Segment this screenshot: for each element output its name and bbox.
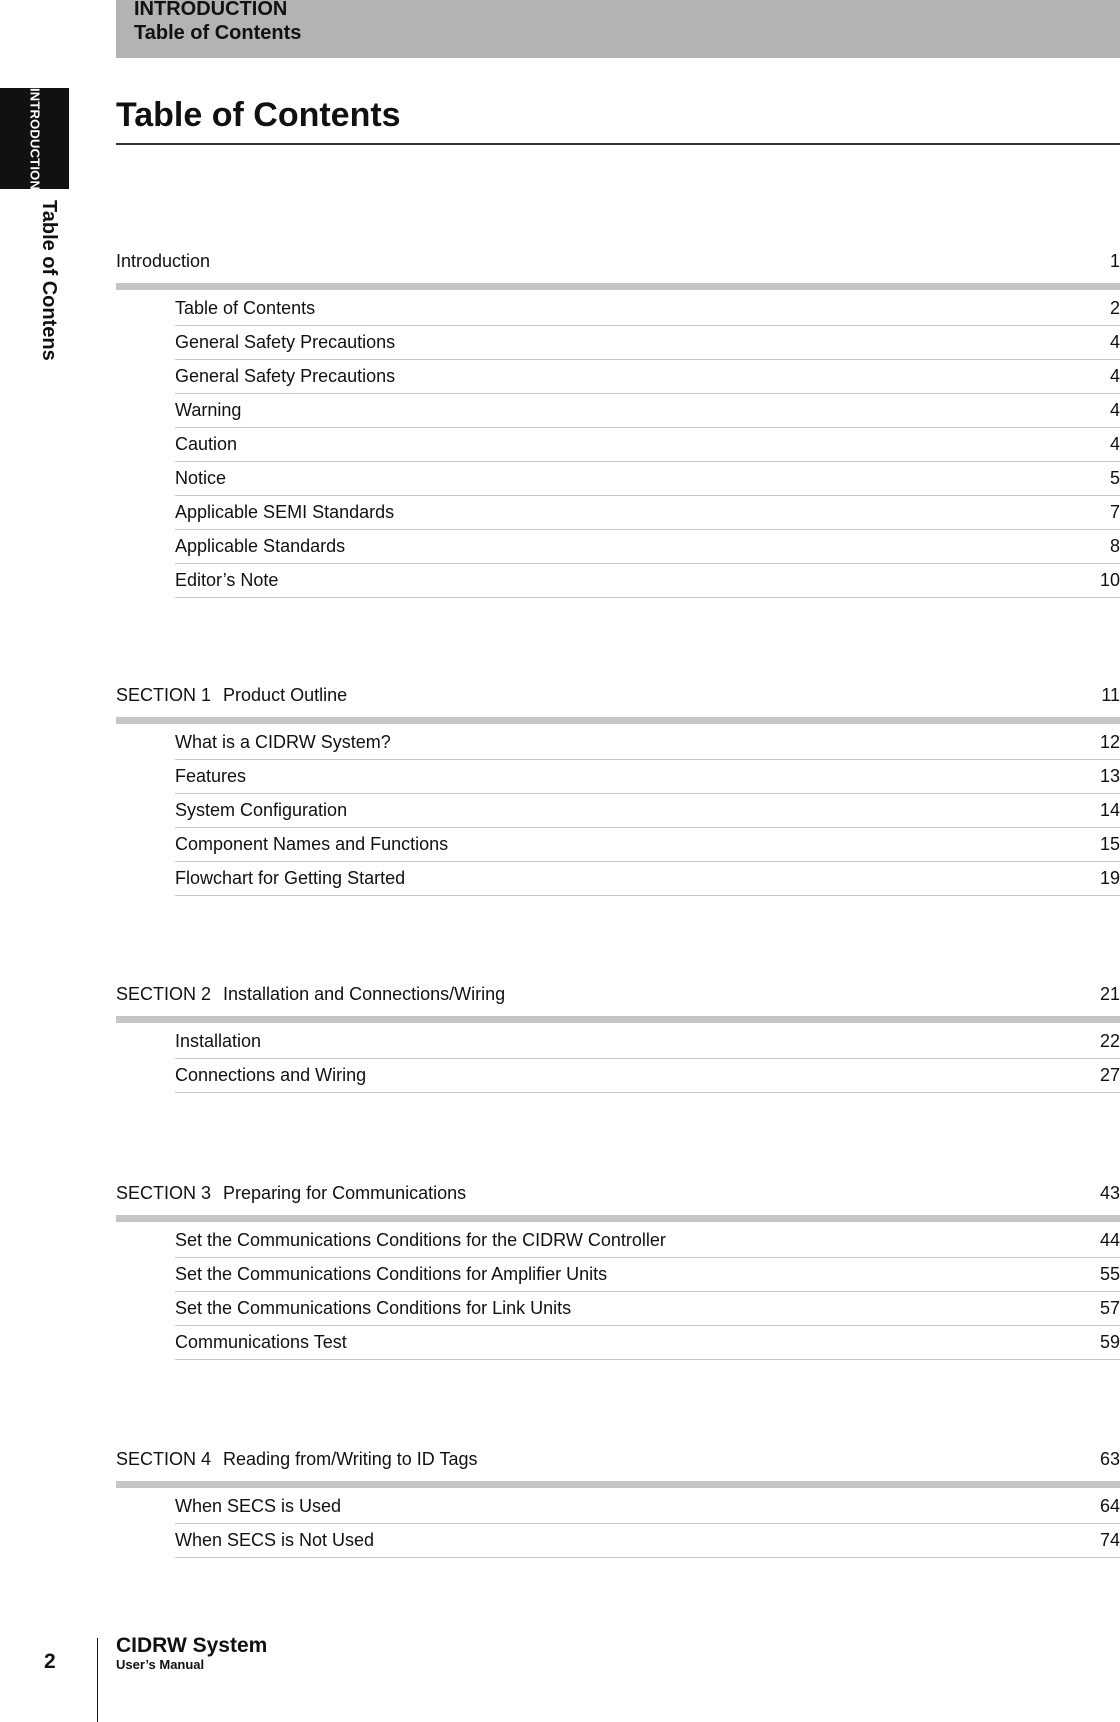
- entry-label: Set the Communications Conditions for Amplifier Units: [175, 1264, 608, 1284]
- toc-entry[interactable]: [175, 496, 1120, 530]
- toc-section-heading[interactable]: [116, 1443, 1120, 1475]
- entry-page: 4: [1109, 434, 1120, 454]
- entry-label: System Configuration: [175, 800, 348, 820]
- footer-manual: User’s Manual: [116, 1657, 205, 1672]
- entry-label: Installation: [175, 1031, 262, 1051]
- section-number: SECTION 3: [116, 1183, 212, 1203]
- entry-page: 15: [1099, 834, 1120, 854]
- entry-page: 2: [1109, 298, 1120, 318]
- toc-entry[interactable]: [175, 794, 1120, 828]
- entry-label: Component Names and Functions: [175, 834, 449, 854]
- toc-section-heading[interactable]: [116, 1177, 1120, 1209]
- footer-page-number: 2: [44, 1650, 56, 1673]
- header-section: INTRODUCTION: [134, 0, 288, 20]
- entry-page: 7: [1109, 502, 1120, 522]
- toc-section-3: [116, 1177, 1120, 1360]
- entry-label: Set the Communications Conditions for the CIDRW Controller: [175, 1230, 666, 1250]
- side-tab-title: [33, 200, 63, 370]
- toc-entry[interactable]: [175, 530, 1120, 564]
- side-tab-section: [0, 88, 69, 189]
- entry-page: 74: [1099, 1530, 1120, 1550]
- toc-entry[interactable]: [175, 828, 1120, 862]
- entry-label: Caution: [175, 434, 238, 454]
- section-number: SECTION 4: [116, 1449, 212, 1469]
- toc-entry[interactable]: [175, 862, 1120, 896]
- entry-page: 27: [1099, 1065, 1120, 1085]
- section-number: SECTION 2: [116, 984, 212, 1004]
- toc-entry[interactable]: [175, 1490, 1120, 1524]
- section-bar: [116, 1016, 1120, 1023]
- entry-label: Notice: [175, 468, 227, 488]
- entry-label: General Safety Precautions: [175, 332, 396, 352]
- toc-section-heading[interactable]: [116, 978, 1120, 1010]
- entry-page: 57: [1099, 1298, 1120, 1318]
- entry-label: Table of Contents: [175, 298, 316, 318]
- toc-entry[interactable]: [175, 394, 1120, 428]
- toc-entry[interactable]: [175, 760, 1120, 794]
- entry-page: 5: [1109, 468, 1120, 488]
- toc-entry[interactable]: [175, 360, 1120, 394]
- section-name: Product Outline: [223, 685, 348, 705]
- toc-entry[interactable]: [175, 1258, 1120, 1292]
- entry-page: 44: [1099, 1230, 1120, 1250]
- entry-page: 55: [1099, 1264, 1120, 1284]
- toc-entry[interactable]: [175, 462, 1120, 496]
- entry-page: 4: [1109, 332, 1120, 352]
- entry-label: Warning: [175, 400, 242, 420]
- title-rule: [116, 143, 1120, 145]
- side-tab-title-label: Table of Contens: [38, 200, 60, 361]
- entry-page: 22: [1099, 1031, 1120, 1051]
- entry-page: 12: [1099, 732, 1120, 752]
- entry-label: Set the Communications Conditions for Link Units: [175, 1298, 572, 1318]
- entry-label: Connections and Wiring: [175, 1065, 367, 1085]
- entry-label: Communications Test: [175, 1332, 347, 1352]
- entry-label: Applicable SEMI Standards: [175, 502, 395, 522]
- section-name: Reading from/Writing to ID Tags: [223, 1449, 478, 1469]
- section-name: Introduction: [116, 251, 211, 271]
- entry-page: 4: [1109, 400, 1120, 420]
- toc-entry[interactable]: [175, 1025, 1120, 1059]
- entry-page: 64: [1099, 1496, 1120, 1516]
- footer-divider: [97, 1638, 98, 1722]
- entry-page: 14: [1099, 800, 1120, 820]
- section-name: Preparing for Communications: [223, 1183, 467, 1203]
- entry-label: When SECS is Used: [175, 1496, 342, 1516]
- toc-section-heading[interactable]: [116, 245, 1120, 277]
- running-header: [116, 0, 1120, 58]
- toc-entry[interactable]: [175, 564, 1120, 598]
- section-bar: [116, 1215, 1120, 1222]
- toc-entry[interactable]: [175, 1292, 1120, 1326]
- entry-page: 59: [1099, 1332, 1120, 1352]
- entry-label: Flowchart for Getting Started: [175, 868, 406, 888]
- toc-section-0: [116, 245, 1120, 598]
- section-page: 1: [1109, 251, 1120, 271]
- entry-page: 10: [1099, 570, 1120, 590]
- section-page: 63: [1099, 1449, 1120, 1469]
- header-subsection: Table of Contents: [134, 22, 302, 44]
- toc-entry[interactable]: [175, 726, 1120, 760]
- section-name: Installation and Connections/Wiring: [223, 984, 506, 1004]
- toc-entry[interactable]: [175, 428, 1120, 462]
- section-page: 11: [1101, 685, 1120, 705]
- entry-label: Features: [175, 766, 247, 786]
- entry-page: 4: [1109, 366, 1120, 386]
- toc-entry[interactable]: [175, 292, 1120, 326]
- toc-entry[interactable]: [175, 1524, 1120, 1558]
- toc-entry[interactable]: [175, 1224, 1120, 1258]
- footer-product: CIDRW System: [116, 1634, 268, 1657]
- section-bar: [116, 1481, 1120, 1488]
- toc-section-heading[interactable]: [116, 679, 1120, 711]
- section-page: 21: [1099, 984, 1120, 1004]
- entry-label: Editor’s Note: [175, 570, 279, 590]
- section-page: 43: [1099, 1183, 1120, 1203]
- section-bar: [116, 283, 1120, 290]
- toc-entry[interactable]: [175, 1326, 1120, 1360]
- toc-entry[interactable]: [175, 326, 1120, 360]
- toc-section-2: [116, 978, 1120, 1093]
- page-title: Table of Contents: [116, 96, 401, 134]
- toc-section-1: [116, 679, 1120, 896]
- section-number: SECTION 1: [116, 685, 212, 705]
- entry-label: Applicable Standards: [175, 536, 346, 556]
- toc-entry[interactable]: [175, 1059, 1120, 1093]
- entry-label: What is a CIDRW System?: [175, 732, 391, 752]
- entry-label: General Safety Precautions: [175, 366, 396, 386]
- section-bar: [116, 717, 1120, 724]
- entry-page: 19: [1099, 868, 1120, 888]
- side-tab-section-label: INTRODUCTION: [27, 87, 42, 190]
- entry-page: 13: [1099, 766, 1120, 786]
- entry-page: 8: [1109, 536, 1120, 556]
- entry-label: When SECS is Not Used: [175, 1530, 375, 1550]
- toc-section-4: [116, 1443, 1120, 1558]
